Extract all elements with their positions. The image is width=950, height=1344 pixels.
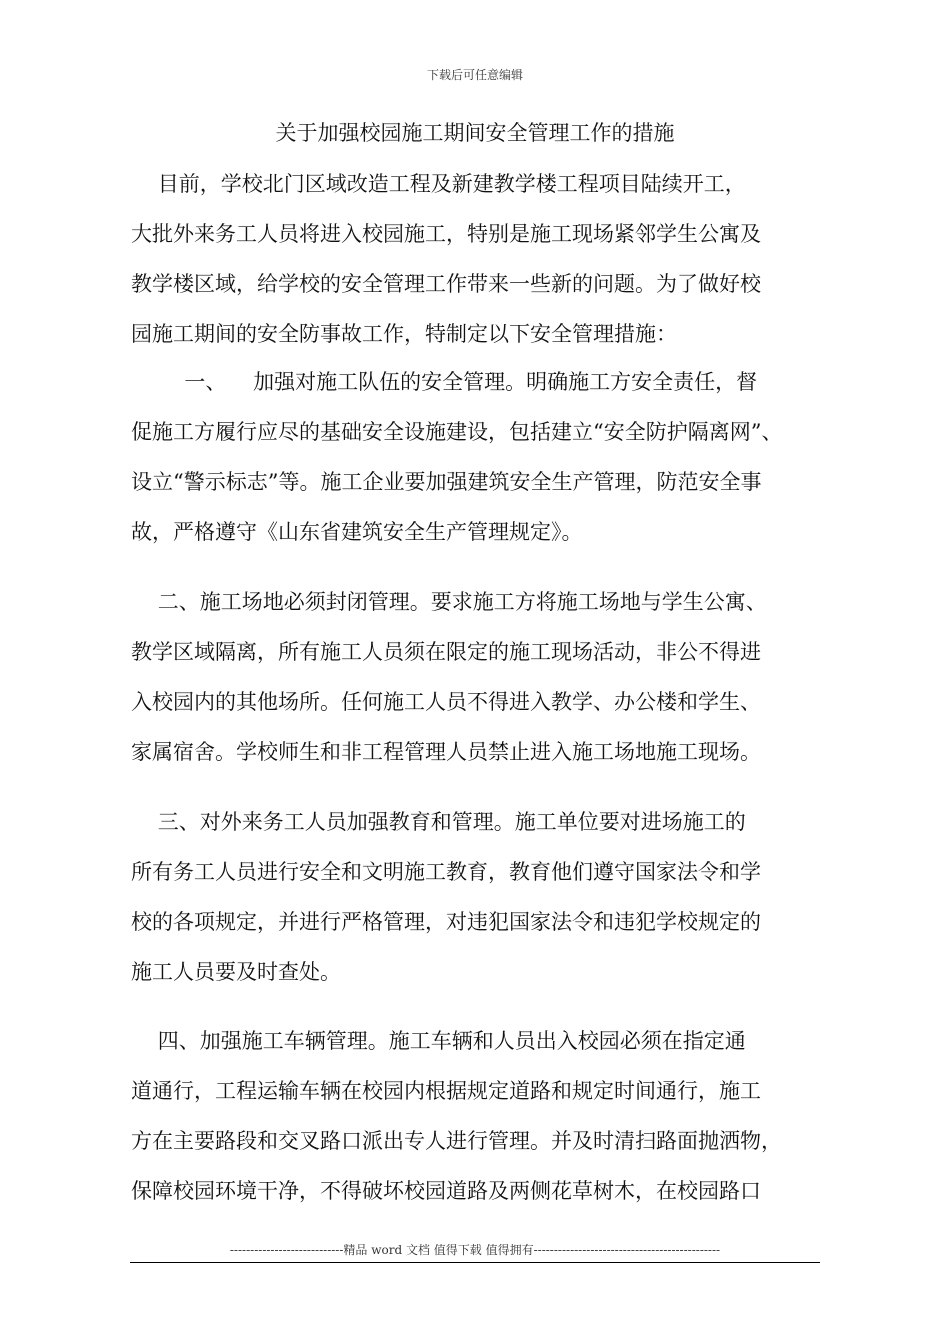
paragraph-line: 大批外来务工人员将进入校园施工，特别是施工现场紧邻学生公寓及 [131,222,761,246]
paragraph-line: 目前，学校北门区域改造工程及新建教学楼工程项目陆续开工， [131,172,746,196]
paragraph-line: 园施工期间的安全防事故工作，特制定以下安全管理措施： [131,322,677,346]
intro-paragraph [131,159,821,359]
paragraph-line: 保障校园环境干净，不得破坏校园道路及两侧花草树木，在校园路口 [131,1179,761,1203]
section-1-paragraph [131,357,821,557]
paragraph-line: 一、 加强对施工队伍的安全管理。明确施工方安全责任，督 [131,370,758,394]
document-title: 关于加强校园施工期间安全管理工作的措施 [275,121,675,145]
paragraph-line: 教学楼区域，给学校的安全管理工作带来一些新的问题。为了做好校 [131,272,761,296]
section-4-paragraph [131,1016,821,1216]
paragraph-line: 施工人员要及时查处。 [131,960,341,984]
paragraph-line: 三、对外来务工人员加强教育和管理。施工单位要对进场施工的 [131,810,746,834]
paragraph-line: 设立“警示标志”等。施工企业要加强建筑安全生产管理，防范安全事 [131,470,762,494]
paragraph-line: 二、施工场地必须封闭管理。要求施工方将施工场地与学生公寓、 [131,590,767,614]
header-note: 下载后可任意编辑 [426,68,523,82]
paragraph-line: 道通行，工程运输车辆在校园内根据规定道路和规定时间通行，施工 [131,1079,761,1103]
paragraph-line: 所有务工人员进行安全和文明施工教育，教育他们遵守国家法令和学 [131,860,761,884]
paragraph-line: 故，严格遵守《山东省建筑安全生产管理规定》。 [131,520,583,544]
paragraph-line: 入校园内的其他场所。任何施工人员不得进入教学、办公楼和学生、 [131,690,761,714]
paragraph-line: 校的各项规定，并进行严格管理，对违犯国家法令和违犯学校规定的 [131,910,761,934]
footer-divider [130,1262,820,1263]
paragraph-line: 四、加强施工车辆管理。施工车辆和人员出入校园必须在指定通 [131,1029,746,1053]
section-3-paragraph [131,797,821,997]
paragraph-line: 促施工方履行应尽的基础安全设施建设，包括建立“安全防护隔离网”、 [131,420,783,444]
paragraph-line: 方在主要路段和交叉路口派出专人进行管理。并及时清扫路面抛洒物， [131,1129,782,1153]
footer-note: ----------------------------精品 word 文档 值得下载 值得拥有---------------------------------------------- [229,1243,721,1257]
section-2-paragraph [131,577,821,777]
paragraph-line: 教学区域隔离，所有施工人员须在限定的施工现场活动，非公不得进 [131,640,761,664]
paragraph-line: 家属宿舍。学校师生和非工程管理人员禁止进入施工场地施工现场。 [131,740,761,764]
